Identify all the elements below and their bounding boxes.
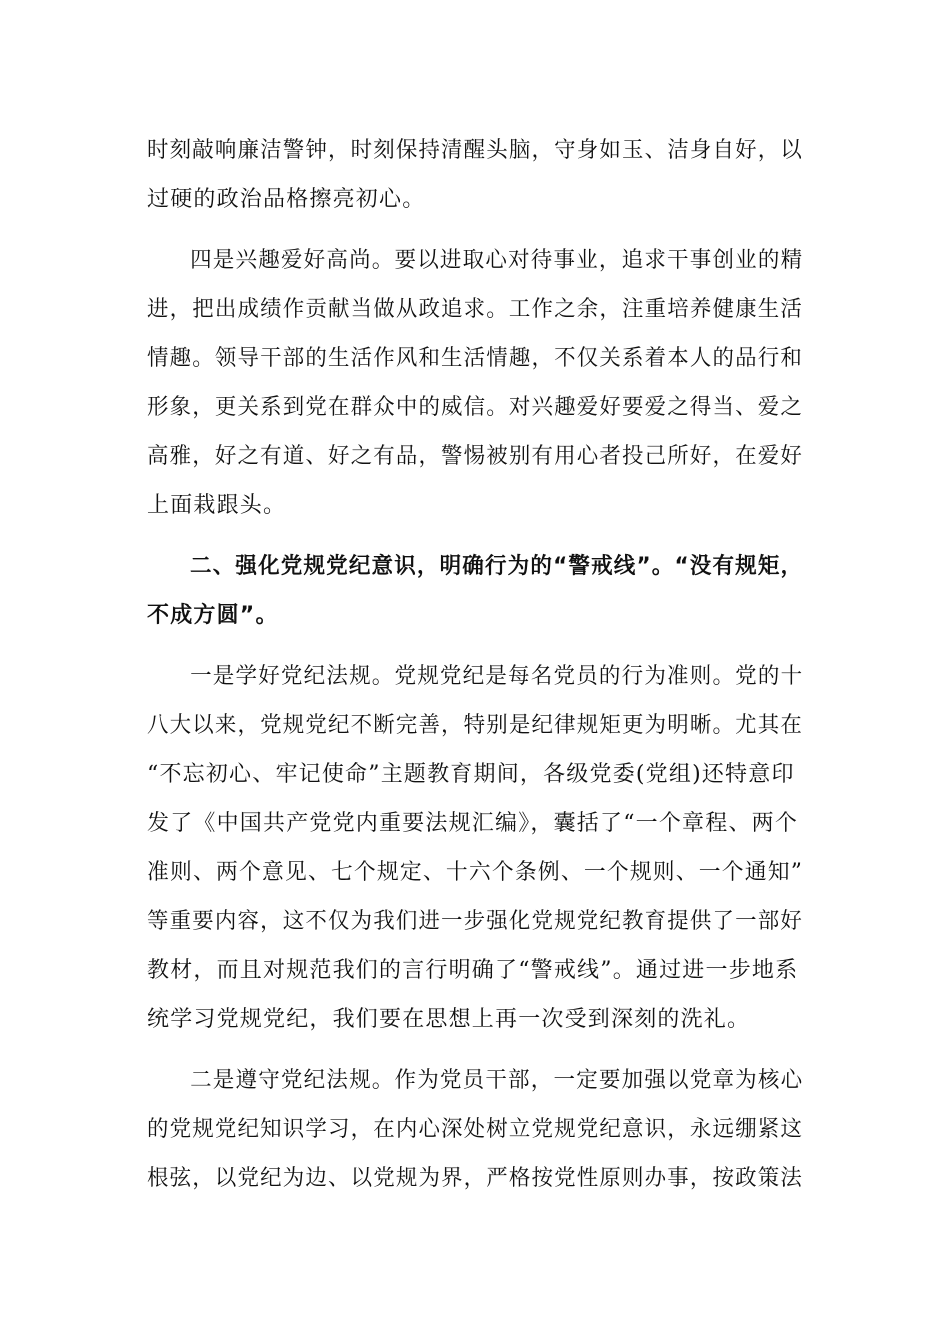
- text-line: 准则、两个意见、七个规定、十六个条例、一个规则、一个通知”: [147, 860, 804, 885]
- text-line: 发了《中国共产党党内重要法规汇编》，囊括了“一个章程、两个: [147, 811, 799, 836]
- text-line: 形象，更关系到党在群众中的威信。对兴趣爱好要爱之得当、爱之: [147, 395, 803, 420]
- text-line: 的党规党纪知识学习，在内心深处树立党规党纪意识，永远绷紧这: [147, 1117, 803, 1142]
- text-line: 四是兴趣爱好高尚。要以进取心对待事业，追求干事创业的精: [190, 248, 804, 273]
- heading-line: 不成方圆”。: [147, 603, 279, 628]
- paragraph-learn-rules: [147, 652, 803, 1044]
- text-line: 进，把出成绩作贡献当做从政追求。工作之余，注重培养健康生活: [147, 297, 803, 322]
- text-line: 等重要内容，这不仅为我们进一步强化党规党纪教育提供了一部好: [147, 909, 803, 934]
- paragraph-obey-rules: [147, 1056, 803, 1203]
- heading-line: 二、强化党规党纪意识，明确行为的“警戒线”。“没有规矩，: [190, 554, 804, 579]
- text-line: 八大以来，党规党纪不断完善，特别是纪律规矩更为明晰。尤其在: [147, 713, 803, 738]
- text-line: 高雅，好之有道、好之有品，警惕被别有用心者投己所好，在爱好: [147, 444, 803, 469]
- paragraph-hobbies: [147, 236, 803, 530]
- text-line: 情趣。领导干部的生活作风和生活情趣，不仅关系着本人的品行和: [147, 346, 803, 371]
- text-line: 上面栽跟头。: [147, 493, 287, 518]
- paragraph-continuation: [147, 126, 803, 224]
- text-line: 教材，而且对规范我们的言行明确了“警戒线”。通过进一步地系: [147, 958, 799, 983]
- text-line: 根弦，以党纪为边、以党规为界，严格按党性原则办事，按政策法: [147, 1166, 803, 1191]
- section-heading: [147, 542, 803, 640]
- document-body: [147, 126, 803, 1203]
- text-line: 一是学好党纪法规。党规党纪是每名党员的行为准则。党的十: [190, 664, 804, 689]
- text-line: 统学习党规党纪，我们要在思想上再一次受到深刻的洗礼。: [147, 1007, 751, 1032]
- text-line: 时刻敲响廉洁警钟，时刻保持清醒头脑，守身如玉、洁身自好，以: [147, 138, 803, 163]
- text-line: 过硬的政治品格擦亮初心。: [147, 187, 426, 212]
- text-line: 二是遵守党纪法规。作为党员干部，一定要加强以党章为核心: [190, 1068, 804, 1093]
- text-line: “不忘初心、牢记使命”主题教育期间，各级党委(党组)还特意印: [147, 762, 795, 787]
